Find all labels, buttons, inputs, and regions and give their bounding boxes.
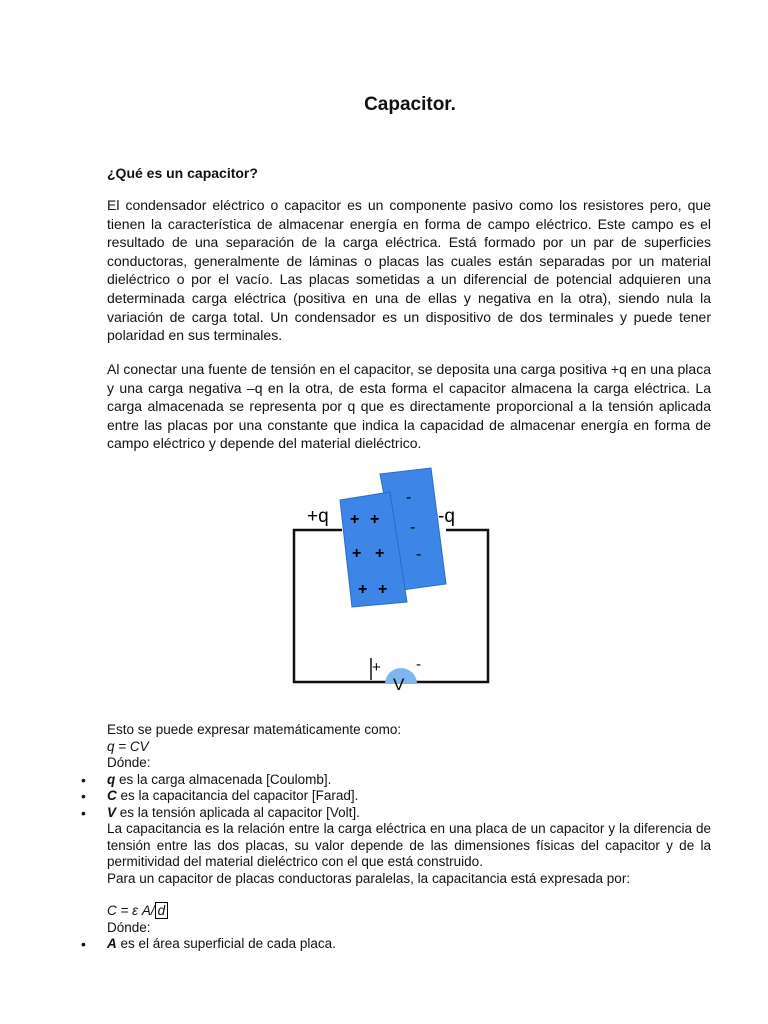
plus-sign: + xyxy=(375,545,385,562)
donde-label-2: Dónde: xyxy=(107,919,151,935)
capacitance-text: La capacitancia es la relación entre la carga eléctrica en una placa de un capacitor y la diferencia de tensión entre las dos placas, su valor depende de las dimensiones físicas del capacitor y de la permitividad del material dieléctrico con el que está construido. xyxy=(107,821,711,869)
formula-c-eps-a-d xyxy=(107,903,711,920)
plus-sign: + xyxy=(358,581,368,598)
bullet-text: es el área superficial de cada placa. xyxy=(116,936,336,951)
capacitor-diagram xyxy=(280,462,500,692)
list-item xyxy=(107,772,711,789)
bullet-symbol: A xyxy=(107,936,117,951)
list-item xyxy=(107,788,711,805)
math-section xyxy=(107,722,711,953)
label-plus-q: +q xyxy=(307,506,329,527)
minus-sign: - xyxy=(416,546,422,563)
donde-label: Dónde: xyxy=(107,755,151,770)
bullet-symbol: C xyxy=(107,788,117,803)
list-item xyxy=(107,805,711,822)
paragraph-charge: Al conectar una fuente de tensión en el capacitor, se deposita una carga positiva +q en una placa y una carga negativa –q en la otra, de esta forma el capacitor almacena la carga eléctrica. La carga almacenada se representa por q que es directamente proporcional a la tensión aplicada entre las placas por una constante que indica la capacidad de almacenar energía en forma de campo eléctrico y depende del material dieléctrico. xyxy=(107,361,711,452)
bullet-text: es la capacitancia del capacitor [Farad]. xyxy=(116,788,359,803)
source-plus: + xyxy=(372,659,381,676)
paragraph-definition: El condensador eléctrico o capacitor es un componente pasivo como los resistores pero, que tienen la característica de almacenar energía en forma de campo eléctrico. Este campo es el resultado de una separación de la carga eléctrica. Está formado por un par de superficies conductoras, generalmente de láminas o placas las cuales están separadas por un material dieléctrico o por el vacío. Las placas sometidas a un diferencial de potencial adquieren una determinada carga eléctrica (positiva en una de ellas y negativa en la otra), siendo nula la variación de carga total. Un condensador es un dispositivo de dos terminales y puede tener polaridad en sus terminales. xyxy=(107,197,711,344)
label-minus-q: -q xyxy=(438,506,455,527)
bullet-text: es la carga almacenada [Coulomb]. xyxy=(115,771,332,787)
source-minus: - xyxy=(416,656,421,673)
bullet-text: es la tensión aplicada al capacitor [Volt]. xyxy=(116,804,360,820)
formula-q-cv: q = CV xyxy=(107,738,149,754)
plus-sign: + xyxy=(350,511,360,528)
list-item xyxy=(107,936,711,953)
formula-main: C = ε A/ xyxy=(107,903,155,918)
parallel-plates-text: Para un capacitor de placas conductoras paralelas, la capacitancia está expresada por: xyxy=(107,870,631,886)
bullet-symbol: q xyxy=(107,771,116,787)
plus-sign: + xyxy=(370,511,380,528)
plus-sign: + xyxy=(352,545,362,562)
bullet-symbol: V xyxy=(107,804,117,820)
page-title: Capacitor. xyxy=(364,94,456,115)
formula-box-d: d xyxy=(155,902,169,919)
section-heading: ¿Qué es un capacitor? xyxy=(107,165,258,181)
minus-sign: - xyxy=(410,519,416,536)
math-intro: Esto se puede expresar matemáticamente como: xyxy=(107,722,402,737)
minus-sign: - xyxy=(406,489,412,506)
voltmeter-label: V xyxy=(393,675,405,692)
plus-sign: + xyxy=(378,581,388,598)
